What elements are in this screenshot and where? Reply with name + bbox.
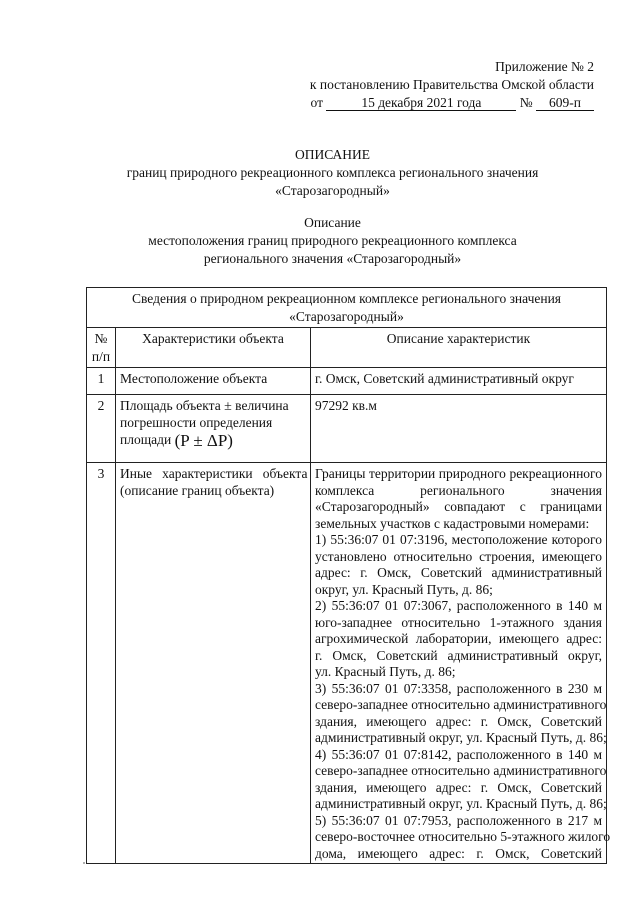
- appendix-block: [310, 58, 594, 112]
- sub-heading: [60, 214, 605, 268]
- subheading-line: местоположения границ природного рекреационного комплекса: [148, 233, 517, 248]
- row-number: 1: [87, 368, 116, 395]
- table-row: [87, 463, 607, 864]
- row-number: 3: [87, 463, 116, 864]
- resolution-number: 609-п: [536, 95, 594, 111]
- row-description: 97292 кв.м: [311, 395, 607, 463]
- heading-title: ОПИСАНИЕ: [294, 147, 371, 162]
- row-characteristic: Иные характеристики объекта (описание границ объекта): [116, 463, 311, 864]
- heading-line: границ природного рекреационного комплекса регионального значения: [126, 165, 539, 180]
- header-num: № п/п: [87, 328, 116, 368]
- appendix-title: Приложение № 2: [495, 59, 594, 74]
- row-characteristic: Местоположение объекта: [116, 368, 311, 395]
- area-formula: (P ± ΔP): [174, 431, 233, 451]
- table-caption-row: [87, 288, 607, 328]
- table-row: [87, 395, 607, 463]
- table-row: [87, 368, 607, 395]
- row-number: 2: [87, 395, 116, 463]
- subheading-line: регионального значения «Старозагородный»: [203, 251, 462, 266]
- scan-speck: [83, 862, 85, 864]
- table-caption: Сведения о природном рекреационном комплексе регионального значения «Старозагородный»: [87, 288, 607, 328]
- from-label: от: [310, 95, 323, 110]
- table-header-row: [87, 328, 607, 368]
- object-info-table: [86, 287, 611, 864]
- appendix-resolution: к постановлению Правительства Омской области: [309, 77, 594, 92]
- resolution-date: 15 декабря 2021 года: [326, 95, 516, 111]
- heading-line: «Старозагородный»: [275, 183, 390, 198]
- number-label: №: [519, 95, 533, 110]
- appendix-date-line: [310, 94, 594, 112]
- row-description: Границы территории природного рекреационного комплекса регионального значения «Старозагородный» совпадают с границами земельных участков с кадастровыми номерами: 1) 55:36:07 01 07:3196, местоположение которого установлено относительно строения, имеющего адрес: г. Омск, Советский административный округ, ул. Красный Путь, д. 86; 2) 55:36:07 01 07:3067, расположенного в 140 м юго-западнее относительно 1-этажного здания агрохимической лаборатории, имеющего адрес: г. Омск, Советский административный округ, ул. Красный Путь, д. 86; 3) 55:36:07 01 07:3358, расположенного в 230 м северо-западнее относительно административного здания, имеющего адрес: г. Омск, Советский административный округ, ул. Красный Путь, д. 86; 4) 55:36:07 01 07:8142, расположенного в 140 м северо-западнее относительно административного здания, имеющего адрес: г. Омск, Советский административный округ, ул. Красный Путь, д. 86; 5) 55:36:07 01 07:7953, расположенного в 217 м северо-восточнее относительно 5-этажного жилого дома, имеющего адрес: г. Омск, Советский: [311, 463, 607, 864]
- row-characteristic: Площадь объекта ± величина погрешности определения площади (P ± ΔP): [116, 395, 311, 463]
- header-characteristics: Характеристики объекта: [116, 328, 311, 368]
- main-heading: [60, 146, 605, 200]
- header-description: Описание характеристик: [311, 328, 607, 368]
- subheading-title: Описание: [304, 215, 361, 230]
- row-description: г. Омск, Советский административный округ: [311, 368, 607, 395]
